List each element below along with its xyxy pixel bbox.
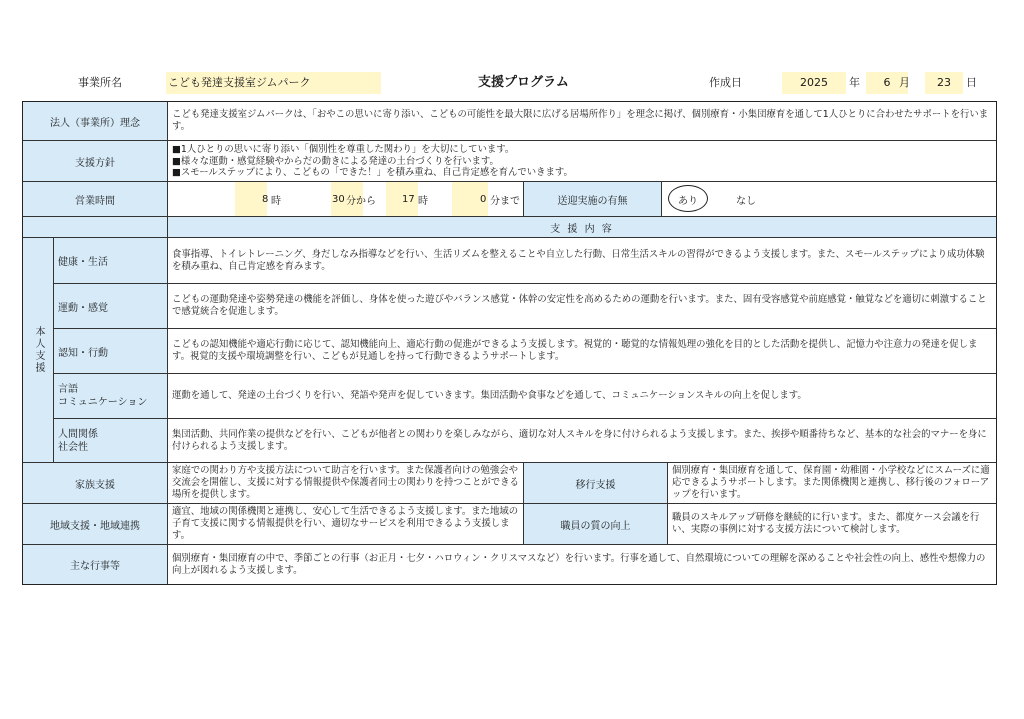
motor-sensory-text: こどもの運動発達や姿勢発達の機能を評価し、身体を使った遊びやバランス感覚・体幹の安定性を高めるための運動を行います。また、固有受容感覚や前庭感覚・触覚などを適切に刺激することで感覚統合を促進します。	[167, 284, 996, 328]
from-text: 分から	[346, 195, 376, 207]
relationships-label-line1: 人間関係	[58, 428, 98, 440]
events-text: 個別療育・集団療育の中で、季節ごとの行事（お正月・七夕・ハロウィン・クリスマスなど）を行います。行事を通して、自然環境についての理解を深めることや社会性の向上、感性や想像力の向上が図れるよう支援します。	[167, 545, 996, 584]
transport-options	[661, 182, 996, 216]
philosophy-text: こども発達支援室ジムパークは、「おやこの思いに寄り添い、こどもの可能性を最大限に広げる居場所作り」を理念に掲げ、個別療育・小集団療育を通して1人ひとりに合わせたサポートを行います。	[167, 102, 996, 140]
transport-yes: あり	[678, 195, 698, 207]
business-hours-values	[167, 182, 523, 216]
events-label: 主な行事等	[23, 545, 167, 584]
personal-support-label-text: 本人支援	[33, 326, 44, 374]
office-name: こども発達支援室ジムパーク	[166, 72, 381, 94]
family-support-text: 家庭での関わり方や支援方法について助言を行います。また保護者向けの勉強会や交流会を開催し、支援に対する情報提供や保護者同士の関わりを持つことができる場所を提供します。	[167, 463, 523, 503]
document-title: 支援プログラム	[478, 75, 569, 90]
support-header-spacer	[23, 217, 167, 237]
family-transition-row	[23, 462, 996, 503]
cognition-behavior-label: 認知・行動	[53, 329, 167, 373]
staff-quality-text: 職員のスキルアップ研修を継続的に行います。また、都度ケース会議を行い、実際の事例に対する支援方法について検討します。	[667, 504, 996, 544]
relationships-social-label	[53, 419, 167, 462]
events-row	[23, 544, 996, 584]
philosophy-label: 法人（事業所）理念	[23, 102, 167, 140]
item-cognition-behavior	[53, 328, 996, 373]
support-content-header: 支 援 内 容	[167, 217, 996, 237]
language-label-line2: コミュニケーション	[58, 397, 148, 408]
policy-line: ■スモールステップにより、こどもの「できた！」を積み重ね、自己肯定感を育んでいきます。	[172, 167, 573, 178]
support-program-table	[22, 101, 997, 585]
transport-no: なし	[736, 195, 756, 207]
language-communication-text: 運動を通して、発達の土台づくりを行い、発語や発声を促していきます。集団活動や食事などを通して、コミュニケーションスキルの向上を促します。	[167, 374, 996, 418]
day-unit: 日	[966, 76, 977, 89]
end-minute: 0	[480, 193, 487, 205]
cognition-behavior-text: こどもの認知機能や適応行動に応じて、認知機能向上、適応行動の促進ができるよう支援します。視覚的・聴覚的な情報処理の強化を目的とした活動を提供し、記憶力や注意力の発達を促します。視覚的支援や環境調整を行い、こどもが見通しを持って行動できるようサポートします。	[167, 329, 996, 373]
item-health-life	[53, 238, 996, 283]
community-label: 地域支援・地域連携	[23, 504, 167, 544]
created-date-label: 作成日	[709, 76, 742, 89]
language-communication-label	[53, 374, 167, 418]
community-staff-row	[23, 503, 996, 544]
transition-support-label: 移行支援	[523, 463, 667, 503]
year-unit: 年	[849, 76, 860, 89]
relationships-label-line2: 社会性	[58, 441, 88, 453]
office-label: 事業所名	[78, 76, 122, 89]
end-hour-unit: 時	[418, 195, 428, 207]
start-hour: 8	[262, 193, 269, 205]
business-hours-row	[23, 181, 996, 216]
transition-support-text: 個別療育・集団療育を通して、保育園・幼稚園・小学校などにスムーズに適応できるようサポートします。また関係機関と連携し、移行後のフォローアップを行います。	[667, 463, 996, 503]
month-unit: 月	[899, 76, 910, 89]
health-life-text: 食事指導、トイレトレーニング、身だしなみ指導などを行い、生活リズムを整えることや自立した行動、日常生活スキルの習得ができるよう支援します。また、スモールステップにより成功体験を積み重ね、自己肯定感を育みます。	[167, 238, 996, 283]
relationships-social-text: 集団活動、共同作業の提供などを行い、こどもが他者との関わりを楽しみながら、適切な対人スキルを身に付けられるよう支援します。また、挨拶や順番待ちなど、基本的な社会的マナーを身に付けられるよう支援します。	[167, 419, 996, 462]
policy-text	[167, 141, 996, 181]
item-language-communication	[53, 373, 996, 418]
philosophy-row	[23, 102, 996, 140]
family-support-label: 家族支援	[23, 463, 167, 503]
until-text: 分まで	[490, 195, 520, 207]
start-hour-unit: 時	[271, 195, 281, 207]
created-year: 2025	[782, 72, 846, 94]
motor-sensory-label: 運動・感覚	[53, 284, 167, 328]
health-life-label: 健康・生活	[53, 238, 167, 283]
end-hour: 17	[402, 193, 415, 205]
transport-label: 送迎実施の有無	[523, 182, 661, 216]
created-day: 23	[925, 72, 963, 94]
item-motor-sensory	[53, 283, 996, 328]
support-content-header-row	[23, 216, 996, 237]
created-month: 6	[866, 72, 908, 94]
personal-support-block	[23, 237, 996, 462]
item-relationships-social	[53, 418, 996, 462]
language-label-line1: 言語	[58, 384, 78, 395]
policy-line: ■1人ひとりの思いに寄り添い「個別性を尊重した関わり」を大切にしています。	[172, 144, 515, 155]
start-minute: 30	[332, 193, 345, 205]
personal-support-label	[23, 238, 53, 462]
policy-label: 支援方針	[23, 141, 167, 181]
business-hours-label: 営業時間	[23, 182, 167, 216]
community-text: 適宜、地域の関係機関と連携し、安心して生活できるよう支援します。また地域の子育て支援に関する情報提供を行い、適切なサービスを利用できるよう支援します。	[167, 504, 523, 544]
personal-support-items	[53, 238, 996, 462]
policy-line: ■様々な運動・感覚経験やからだの動きによる発達の土台づくりを行います。	[172, 155, 499, 167]
staff-quality-label: 職員の質の向上	[523, 504, 667, 544]
policy-row	[23, 140, 996, 181]
